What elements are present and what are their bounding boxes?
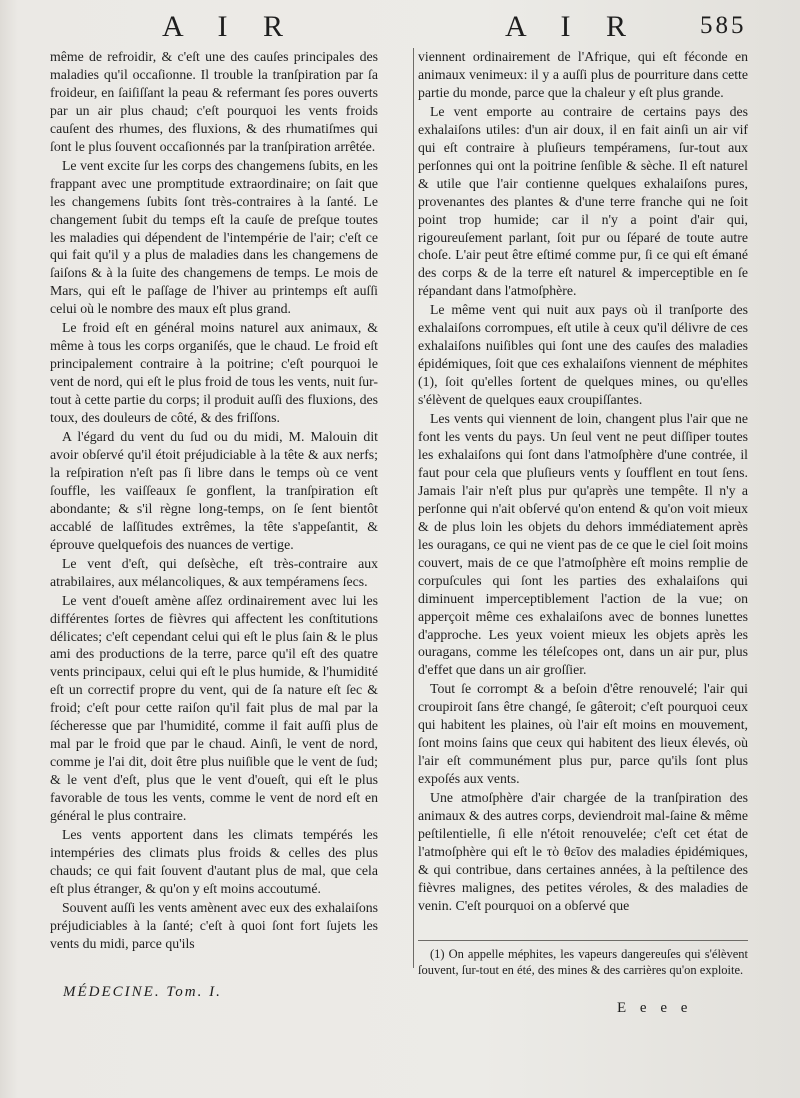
column-divider: [413, 48, 414, 968]
running-title-left: A I R: [162, 10, 298, 43]
gathering-signature: E e e e: [617, 1000, 693, 1016]
paragraph: Le vent d'oueſt amène aſſez ordinairement avec lui les différentes ſortes de fièvres qui affectent les conſtitutions délicates; c'eſt cependant celui qui eſt le plus ſain & le plus ami des productions de la terre, parce qu'il eſt des quatre vents principaux, celui qui eſt le plus humide, & l'humidité eſt un correctif propre du vent, qui de ſa nature eſt ſec & froid; c'eſt pour cette raiſon qu'il fait plus de mal par la ſécheresse que par l'humidité, comme il fait auſſi plus de mal par le froid que par le chaud. Ainſi, le vent de nord, comme je l'ai dit, doit être plus nuiſible que le vent de ſud; & le vent d'eſt, plus que le vent d'oueſt, qui eſt le plus favorable de tous les vents, comme le vent de nord eſt en général le plus contraire.: [50, 592, 378, 824]
paragraph: Le vent excite ſur les corps des changemens ſubits, en les frappant avec une promptitude extraordinaire; on ſait que les changemens ſubits ſont très-contraires à la ſanté. Le changement ſubit du temps eſt la cauſe de preſque toutes les maladies qui dépendent de l'intempérie de l'air; c'eſt ce qui fait qu'il y a plus de maladies dans les changemens de ſaiſons & à la ſuite des changemens de temps. Le mois de Mars, qui eſt le paſſage de l'hiver au printemps eſt auſſi celui où le nombre des maux eſt plus grand.: [50, 157, 378, 317]
paragraph: Tout ſe corrompt & a beſoin d'être renouvelé; l'air qui croupiroit ſans être changé, ſe gâteroit; c'eſt pourquoi ceux qui habitent les plaines, où l'air eſt moins en mouvement, ſont moins ſains que ceux qui habitent des lieux élevés, où l'air eſt communément plus pur, parce qu'ils ſont plus expoſés aux vents.: [418, 681, 748, 787]
paragraph: Le froid eſt en général moins naturel aux animaux, & même à tous les corps organiſés, que le chaud. Le froid eſt principalement contraire à la poitrine; c'eſt pourquoi le vent de nord, qui eſt le plus froid de tous les vents, nuit ſur-tout à cette partie du corps; il produit auſſi des fluxions, des toux, des douleurs de côté, & des friſſons.: [50, 320, 378, 426]
paragraph: Souvent auſſi les vents amènent avec eux des exhalaiſons préjudiciables à la ſanté; c'eſt à quoi ſont fort ſujets les vents du midi, parce qu'ils: [50, 899, 378, 951]
paragraph: Une atmoſphère d'air chargée de la tranſpiration des animaux & des autres corps, deviendroit mal-ſaine & même peſtilentielle, ſi elle n'étoit renouvelée; c'eſt cet état de l'atmoſphère qui eſt le τὸ θεῖον des maladies épidémiques, & qui contribue, dans certaines années, à la peſtilence des fièvres malignes, des petites véroles, & des maladies de venin. C'eſt pourquoi on a obſervé que: [418, 790, 748, 913]
paragraph: Les vents qui viennent de loin, changent plus l'air que ne font les vents du pays. Un ſeul vent ne peut diſſiper toutes les exhalaiſons qui ſont dans l'atmoſphère d'une contrée, il faut pour cela que pluſieurs vents y ſoufflent en tout ſens. Jamais l'air n'eſt plus pur qu'après une tempête. Il n'y a perſonne qui n'ait obſervé qu'on entend & qu'on voit mieux & de plus loin les objets du dehors immédiatement après les ouragans, ce qui ne vient pas de ce que le ciel ſoit moins couvert, mais de ce que l'atmoſphère eſt moins remplie de corpuſcules qui ſont les parties des exhalaiſons qui diminuent imperceptiblement l'action de la vue; on apperçoit même ces exhalaiſons avec de bonnes lunettes d'approche. Les yeux voient mieux les objets après les ouragans, comme les téleſcopes ont, dans un air pur, plus d'effet que dans un air groſſier.: [418, 411, 748, 678]
footnote-text: (1) On appelle méphites, les vapeurs dangereuſes qui s'élèvent ſouvent, ſur-tout en été, des mines & des carrières qu'on exploite.: [418, 947, 748, 977]
paragraph: viennent ordinairement de l'Afrique, qui eſt féconde en animaux venimeux: il y a auſſi plus de pourriture dans cette partie du monde, parce que la chaleur y eſt plus grande.: [418, 49, 748, 100]
running-title-right: A I R: [505, 10, 641, 43]
paragraph: Les vents apportent dans les climats tempérés les intempéries des climats plus froids & celles des plus chauds; ce qui fait ſouvent d'autant plus de mal, que cela eſt plus étranger, & qu'on y eſt moins accoutumé.: [50, 826, 378, 896]
paragraph: Le vent emporte au contraire de certains pays des exhalaiſons utiles: d'un air doux, il en fait ainſi un air vif qui eſt contraire à pluſieurs tempéramens, ſur-tout aux perſonnes qui ont la poitrine ſenſible & sèche. Il eſt naturel & utile que l'air contienne quelques exhalaiſons pures, provenantes des plantes & d'une terre franche qui ne ſoit point trop humide; car il n'y a point d'air qui, rigoureuſement parlant, ſoit pur ou ſéparé de toute autre choſe. L'air peut être eſtimé comme pur, ſi ce qui eſt émané des corps & de la terre eſt naturel & imperceptible en ſe répandant dans l'atmoſphère.: [418, 103, 748, 299]
paragraph: Le même vent qui nuit aux pays où il tranſporte des exhalaiſons corrompues, eſt utile à ceux qu'il délivre de ces exhalaiſons nuiſibles qui ſont une des cauſes des maladies épidémiques, ſoit que ces exhalaiſons viennent de méphites (1), ſoit qu'elles ſortent de quelques mines, ou qu'elles s'élèvent de quelques eaux croupiſſantes.: [418, 302, 748, 408]
left-column: [50, 48, 378, 954]
page-number: 585: [700, 12, 747, 39]
paragraph: Le vent d'eſt, qui deſsèche, eſt très-contraire aux atrabilaires, aux mélancoliques, & aux tempéramens ſecs.: [50, 555, 378, 589]
paragraph: même de refroidir, & c'eſt une des cauſes principales des maladies qu'il occaſionne. Il trouble la tranſpiration par ſa froideur, en ſaiſiſſant la peau & refermant ſes pores ouverts par un air plus chaud; c'eſt pourquoi les vents froids cauſent des rhumes, des fluxions, & des rhumatiſmes qui ſont le plus ſouvent occaſionnés par la tranſpiration arrêtée.: [50, 49, 378, 154]
paragraph: A l'égard du vent du ſud ou du midi, M. Malouin dit avoir obſervé qu'il étoit préjudiciable à la tête & aux nerfs; la reſpiration n'eſt pas ſi libre dans le temps où ce vent ſouffle, les vaiſſeaux ſe gonflent, la tranſpiration eſt abondante; & s'il règne long-temps, on ſe ſent bientôt accablé de laſſitudes extrêmes, la tête s'appeſantit, & éprouve quelquefois des nuances de vertige.: [50, 429, 378, 552]
volume-signature: MÉDECINE. Tom. I.: [63, 984, 222, 1000]
footnote: [418, 940, 748, 978]
right-column: [418, 48, 748, 916]
